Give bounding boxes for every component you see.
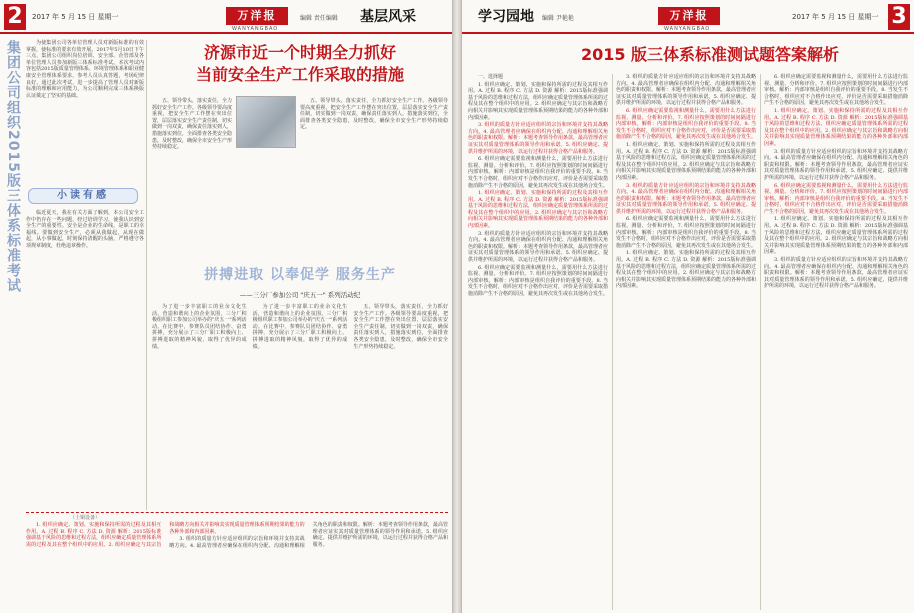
right-headline: 2015 版三体系标准测试题答案解析 [580, 45, 840, 64]
vertical-title: 集团公司组织2015版三体系标准考试 [5, 40, 21, 293]
right-column-rule-1 [612, 74, 613, 610]
left-section-title: 基层风采 [360, 9, 416, 25]
left-editor: 编辑 责任编辑 [300, 15, 338, 22]
right-col1-text: 一、选择题 1. 组织应确定、策划、实施和保持所需的过程及其相互作用。A. 过程 B. 程序 C. 方法 D. 资源 解析：2015版标准强调基于风险的思维和过程方法，组织应确定质量管理体系所需的过程及其在整个组织中的应用。2. 组织应确定与其宗旨和战略方向相关并影响其实现质量管理体系预期结果的能力的各种外部和内部因素。 3. 组织的质量方针应适应组织的宗旨和环境并支持其战略方向。4. 最高管理者应确保在组织内分配、沟通和理解相关角色的职责和权限。解析：本题考查领导作用条款，最高管理者应证实其对质量管理体系的领导作用和承诺。5. 组织应确定、提供并维护所需的环境，以运行过程并获得合格产品和服务。 6. 组织应确定需要监视和测量什么，需要用什么方法进行监视、测量、分析和评价。7. 组织应按照策划的时间间隔进行内部审核。解析：内部审核是组织自我评价的重要手段。8. 当发生不合格时，组织应对不合格作出应对，评价是否需要采取措施消除产生不合格的原因，避免其再次发生或在其他场合发生。 1. 组织应确定、策划、实施和保持所需的过程及其相互作用。A. 过程 B. 程序 C. 方法 D. 资源 解析：2015版标准强调基于风险的思维和过程方法，组织应确定质量管理体系所需的过程及其在整个组织中的应用。2. 组织应确定与其宗旨和战略方向相关并影响其实现质量管理体系预期结果的能力的各种外部和内部因素。 3. 组织的质量方针应适应组织的宗旨和环境并支持其战略方向。4. 最高管理者应确保在组织内分配、沟通和理解相关角色的职责和权限。解析：本题考查领导作用条款，最高管理者应证实其对质量管理体系的领导作用和承诺。5. 组织应确定、提供并维护所需的环境，以运行过程并获得合格产品和服务。 6. 组织应确定需要监视和测量什么，需要用什么方法进行监视、测量、分析和评价。7. 组织应按照策划的时间间隔进行内部审核。解析：内部审核是组织自我评价的重要手段。8. 当发生不合格时，组织应对不合格作出应对，评价是否需要采取措施消除产生不合格的原因，避免其再次发生或在其他场合发生。 [468, 74, 609, 297]
right-header [462, 0, 914, 34]
left-footer-label: （土铜设备） [70, 515, 101, 521]
left-logo: 万洋报 [226, 7, 288, 25]
left-page-number: 2 [4, 4, 26, 30]
feature-title: 拼搏进取 以奉促学 服务生产 [204, 267, 396, 283]
headline-line2: 当前安全生产工作采取的措施 [195, 65, 404, 84]
right-editor: 编辑 尹艳艳 [542, 15, 574, 22]
right-col3-text: 6. 组织应确定需要监视和测量什么，需要用什么方法进行监视、测量、分析和评价。7. 组织应按照策划的时间间隔进行内部审核。解析：内部审核是组织自我评价的重要手段。8. 当发生不合格时，组织应对不合格作出应对，评价是否需要采取措施消除产生不合格的原因，避免其再次发生或在其他场合发生。 1. 组织应确定、策划、实施和保持所需的过程及其相互作用。A. 过程 B. 程序 C. 方法 D. 资源 解析：2015版标准强调基于风险的思维和过程方法，组织应确定质量管理体系所需的过程及其在整个组织中的应用。2. 组织应确定与其宗旨和战略方向相关并影响其实现质量管理体系预期结果的能力的各种外部和内部因素。 3. 组织的质量方针应适应组织的宗旨和环境并支持其战略方向。4. 最高管理者应确保在组织内分配、沟通和理解相关角色的职责和权限。解析：本题考查领导作用条款，最高管理者应证实其对质量管理体系的领导作用和承诺。5. 组织应确定、提供并维护所需的环境，以运行过程并获得合格产品和服务。 6. 组织应确定需要监视和测量什么，需要用什么方法进行监视、测量、分析和评价。7. 组织应按照策划的时间间隔进行内部审核。解析：内部审核是组织自我评价的重要手段。8. 当发生不合格时，组织应对不合格作出应对，评价是否需要采取措施消除产生不合格的原因，避免其再次发生或在其他场合发生。 1. 组织应确定、策划、实施和保持所需的过程及其相互作用。A. 过程 B. 程序 C. 方法 D. 资源 解析：2015版标准强调基于风险的思维和过程方法，组织应确定质量管理体系所需的过程及其在整个组织中的应用。2. 组织应确定与其宗旨和战略方向相关并影响其实现质量管理体系预期结果的能力的各种外部和内部因素。 3. 组织的质量方针应适应组织的宗旨和环境并支持其战略方向。4. 最高管理者应确保在组织内分配、沟通和理解相关角色的职责和权限。解析：本题考查领导作用条款，最高管理者应证实其对质量管理体系的领导作用和承诺。5. 组织应确定、提供并维护所需的环境，以运行过程并获得合格产品和服务。 [764, 74, 908, 290]
right-column-rule-2 [760, 74, 761, 610]
left-logo-sub: WANYANGBAO [232, 26, 279, 32]
left-date: 2017 年 5 月 15 日 星期一 [32, 13, 119, 21]
left-col2-text: 临近夏天，我在有关方面了解到，本公司安全工作中仍存在一些问题，经过培训学习，使我认识到安全生产的重要性。安全是企业的生命线，是职工的幸福线。要做到安全生产，必须从我做起，从现在做起，从小事做起，时刻保持清醒的头脑，严格遵守各项规章制度，杜绝违章操作。 [26, 210, 144, 249]
left-col3-text: 五、领导带头，落实责任，全力抓好安全生产工作。各级领导要高度重视，把安全生产工作摆在突出位置，层层落实安全生产责任制，切实做到一岗双责，确保责任落实到人，措施落实到位，全面排查各类安全隐患，及时整改，确保全市安全生产形势持续稳定。 [152, 98, 233, 151]
right-col2-text: 3. 组织的质量方针应适应组织的宗旨和环境并支持其战略方向。4. 最高管理者应确保在组织内分配、沟通和理解相关角色的职责和权限。解析：本题考查领导作用条款，最高管理者应证实其对质量管理体系的领导作用和承诺。5. 组织应确定、提供并维护所需的环境，以运行过程并获得合格产品和服务。 6. 组织应确定需要监视和测量什么，需要用什么方法进行监视、测量、分析和评价。7. 组织应按照策划的时间间隔进行内部审核。解析：内部审核是组织自我评价的重要手段。8. 当发生不合格时，组织应对不合格作出应对，评价是否需要采取措施消除产生不合格的原因，避免其再次发生或在其他场合发生。 1. 组织应确定、策划、实施和保持所需的过程及其相互作用。A. 过程 B. 程序 C. 方法 D. 资源 解析：2015版标准强调基于风险的思维和过程方法，组织应确定质量管理体系所需的过程及其在整个组织中的应用。2. 组织应确定与其宗旨和战略方向相关并影响其实现质量管理体系预期结果的能力的各种外部和内部因素。 3. 组织的质量方针应适应组织的宗旨和环境并支持其战略方向。4. 最高管理者应确保在组织内分配、沟通和理解相关角色的职责和权限。解析：本题考查领导作用条款，最高管理者应证实其对质量管理体系的领导作用和承诺。5. 组织应确定、提供并维护所需的环境，以运行过程并获得合格产品和服务。 6. 组织应确定需要监视和测量什么，需要用什么方法进行监视、测量、分析和评价。7. 组织应按照策划的时间间隔进行内部审核。解析：内部审核是组织自我评价的重要手段。8. 当发生不合格时，组织应对不合格作出应对，评价是否需要采取措施消除产生不合格的原因，避免其再次发生或在其他场合发生。 1. 组织应确定、策划、实施和保持所需的过程及其相互作用。A. 过程 B. 程序 C. 方法 D. 资源 解析：2015版标准强调基于风险的思维和过程方法，组织应确定质量管理体系所需的过程及其在整个组织中的应用。2. 组织应确定与其宗旨和战略方向相关并影响其实现质量管理体系预期结果的能力的各种外部和内部因素。 [616, 74, 757, 290]
box-title: 小读有感 [28, 188, 138, 204]
right-logo-sub: WANYANGBAO [664, 26, 711, 32]
left-headline [150, 42, 450, 94]
left-page [0, 0, 453, 613]
left-header [0, 0, 452, 34]
page-gutter [453, 0, 461, 613]
bottom-divider [26, 512, 448, 513]
right-section-title: 学习园地 [478, 9, 534, 25]
news-photo [236, 96, 296, 148]
left-col1-text: 为使集团公司各单位管理人员对新版标准的有效掌握，使标准的要求有效开展。2017年5月10日下午三点，集团公司组织岗位培训、安全部、企管部及各单位管理人员参加新版三体系标准考试。本次考试内容包括2015版质量管理体系、环境管理体系和职业健康安全管理体系要求，参考人员认真答题，考场纪律良好。通过此次考试，进一步提高了管理人员对新版标准的理解和应用能力，为公司顺利完成三体系换版认证奠定了坚实的基础。 [26, 40, 144, 99]
column-rule [146, 40, 147, 510]
right-page-number: 3 [888, 4, 910, 30]
right-logo: 万洋报 [658, 7, 720, 25]
left-col3b-text: 五、领导带头，落实责任，全力抓好安全生产工作。各级领导要高度重视，把安全生产工作摆在突出位置，层层落实安全生产责任制，切实做到一岗双责，确保责任落实到人，措施落实到位，全面排查各类安全隐患，及时整改，确保全市安全生产形势持续稳定。 [300, 98, 448, 131]
right-date: 2017 年 5 月 15 日 星期一 [792, 13, 879, 21]
left-col4-text: 为了进一步丰富职工的业余文化生活，营造和谐向上的企业氛围，三分厂积极组织职工参加公司举办的"庆五一"系列活动。在比赛中，参赛队员团结协作、奋勇拼搏，充分展示了三分厂职工积极向上、拼搏进取的精神风貌，取得了优异的成绩。 为了进一步丰富职工的业余文化生活，营造和谐向上的企业氛围，三分厂积极组织职工参加公司举办的"庆五一"系列活动。在比赛中，参赛队员团结协作、奋勇拼搏，充分展示了三分厂职工积极向上、拼搏进取的精神风貌，取得了优异的成绩。 五、领导带头，落实责任，全力抓好安全生产工作。各级领导要高度重视，把安全生产工作摆在突出位置，层层落实安全生产责任制，切实做到一岗双责，确保责任落实到人，措施落实到位，全面排查各类安全隐患，及时整改，确保全市安全生产形势持续稳定。 [152, 304, 448, 350]
feature-subtitle: ——三分厂参加公司 "庆五一" 系列活动纪 [239, 291, 361, 299]
headline-line1: 济源市近一个时期全力抓好 [203, 43, 396, 62]
left-bottom-text: 1. 组织应确定、策划、实施和保持所需的过程及其相互作用。A. 过程 B. 程序 C. 方法 D. 资源 解析：2015版标准强调基于风险的思维和过程方法，组织应确定质量管理体系所需的过程及其在整个组织中的应用。2. 组织应确定与其宗旨和战略方向相关并影响其实现质量管理体系预期结果的能力的各种外部和内部因素。 3. 组织的质量方针应适应组织的宗旨和环境并支持其战略方向。4. 最高管理者应确保在组织内分配、沟通和理解相关角色的职责和权限。解析：本题考查领导作用条款，最高管理者应证实其对质量管理体系的领导作用和承诺。5. 组织应确定、提供并维护所需的环境，以运行过程并获得合格产品和服务。 [26, 522, 448, 549]
